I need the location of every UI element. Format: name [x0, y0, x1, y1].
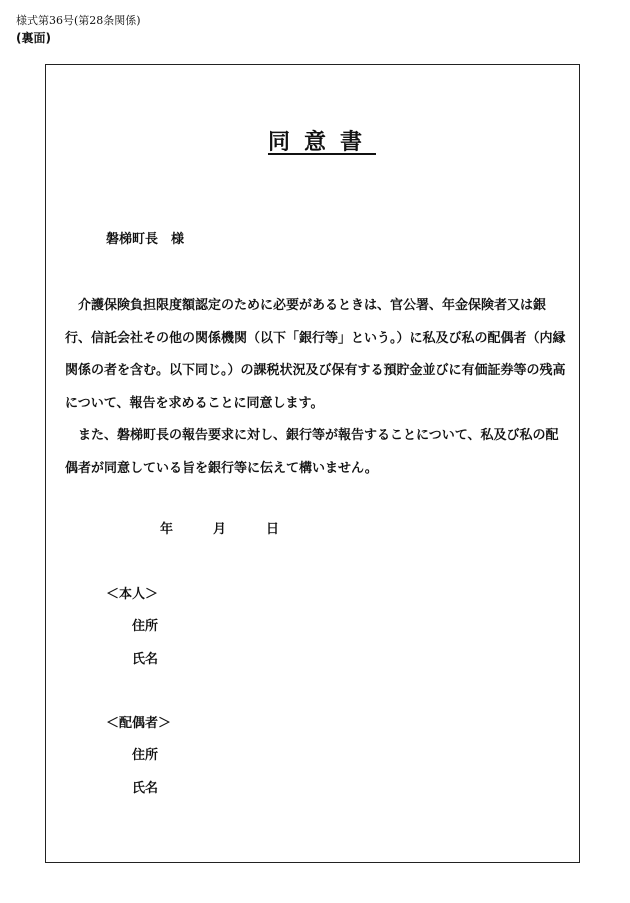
principal-address-label: 住所 [132, 619, 159, 634]
consent-body [65, 290, 570, 485]
spouse-name-label: 氏名 [132, 781, 159, 796]
consent-paragraph-2: また、磐梯町長の報告要求に対し、銀行等が報告することについて、私及び私の配偶者が同意している旨を銀行等に伝えて構いません。 [65, 428, 559, 476]
document-title-wrapper [0, 128, 630, 158]
date-month-label: 月 [213, 522, 227, 537]
consent-paragraph-1: 介護保険負担限度額認定のために必要があるときは、官公署、年金保険者又は銀行、信託会社その他の関係機関（以下「銀行等」という。）に私及び私の配偶者（内縁関係の者を含む。以下同じ。）の課税状況及び保有する預貯金並びに有価証券等の残高について、報告を求めることに同意します。 [65, 298, 566, 411]
side-label: (裏面) [16, 31, 51, 45]
spouse-address-label: 住所 [132, 748, 159, 763]
document-title: 同意書 [267, 130, 376, 155]
principal-heading: ＜本人＞ [106, 587, 159, 602]
date-day-label: 日 [266, 522, 280, 537]
principal-name-label: 氏名 [132, 652, 159, 667]
date-year-label: 年 [160, 522, 174, 537]
spouse-heading: ＜配偶者＞ [106, 716, 172, 731]
addressee: 磐梯町長 様 [106, 232, 185, 247]
form-number: 様式第36号(第28条関係) [16, 14, 141, 27]
